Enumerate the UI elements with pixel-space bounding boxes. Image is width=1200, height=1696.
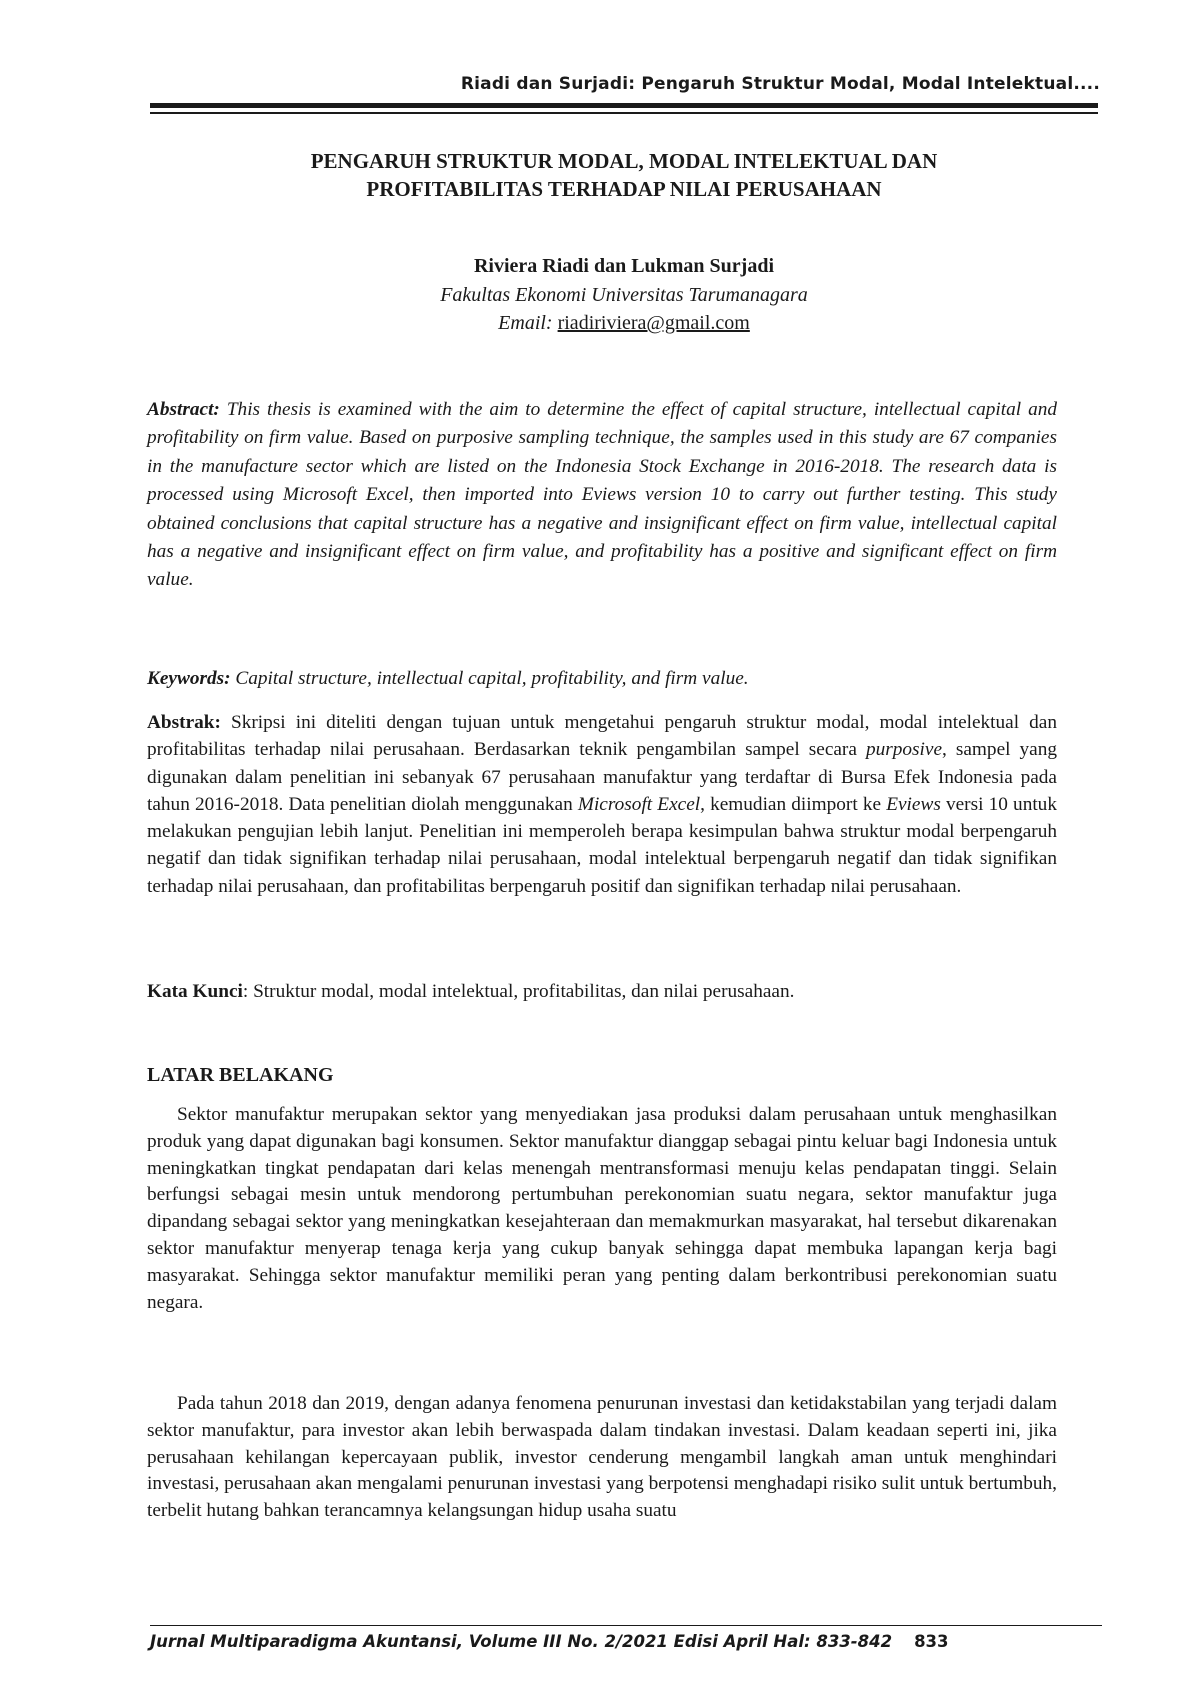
email-line — [150, 309, 1098, 337]
kata-kunci-label: Kata Kunci — [147, 981, 243, 1002]
footer-journal: Jurnal Multiparadigma Akuntansi, Volume III No. 2/2021 Edisi April Hal: 833-842 — [150, 1632, 893, 1651]
abstrak-italic-2: Microsoft Excel — [577, 793, 701, 815]
body-paragraph-1: Sektor manufaktur merupakan sektor yang menyediakan jasa produksi dalam perusahaan untuk menghasilkan produk yang dapat digunakan bagi konsumen. Sektor manufaktur dianggap sebagai pintu keluar bagi Indonesia untuk meningkatkan tingkat pendapatan dari kelas menengah mentransformasi menuju kelas pendapatan tinggi. Selain berfungsi sebagai mesin untuk mendorong pertumbuhan perekonomian suatu negara, sektor manufaktur juga dipandang sebagai sektor yang meningkatkan kesejahteraan dan memakmurkan masyarakat, hal tersebut dikarenakan sektor manufaktur menyerap tenaga kerja yang cukup banyak sehingga dapat membuka lapangan kerja bagi masyarakat. Sehingga sektor manufaktur memiliki peran yang penting dalam berkontribusi perekonomian suatu negara. — [147, 1104, 1057, 1313]
kata-kunci-text: : Struktur modal, modal intelektual, profitabilitas, dan nilai perusahaan. — [242, 981, 795, 1002]
abstract-text: This thesis is examined with the aim to determine the effect of capital structure, intellectual capital and profitability on firm value. Based on purposive sampling technique, the samples used in this study are 67 companies in the manufacture sector which are listed on the Indonesia Stock Exchange in 2016-2018. The research data is processed using Microsoft Excel, then imported into Eviews version 10 to carry out further testing. This study obtained conclusions that capital structure has a negative and insignificant effect on firm value, intellectual capital has a negative and insignificant effect on firm value, and profitability has a positive and significant effect on firm value. — [147, 399, 1057, 591]
abstrak-italic-1: purposive — [865, 739, 943, 761]
section-heading: LATAR BELAKANG — [147, 1064, 334, 1086]
header-rule-thick — [150, 103, 1098, 108]
abstrak-text-2: , sampel yang digunakan dalam penelitian ini sebanyak 67 perusahaan manufaktur yang terdaftar di Bursa Efek Indonesia pada tahun 2016-2018. Data penelitian diolah menggunakan — [147, 739, 1058, 815]
authors: Riviera Riadi dan Lukman Surjadi — [473, 255, 775, 277]
footer-rule — [150, 1625, 1102, 1626]
kata-kunci — [147, 978, 1057, 1006]
abstrak-text-1: Skripsi ini diteliti dengan tujuan untuk mengetahui pengaruh struktur modal, modal intelektual dan profitabilitas terhadap nilai perusahaan. Berdasarkan teknik pengambilan sampel secara — [147, 712, 1057, 761]
abstrak-italic-3: Eviews — [886, 793, 941, 815]
keywords — [147, 665, 1057, 693]
abstrak-label: Abstrak: — [147, 712, 221, 733]
footer — [150, 1632, 949, 1651]
email-link[interactable]: riadiriviera@gmail.com — [557, 312, 750, 334]
abstrak-indonesian — [147, 709, 1057, 900]
keywords-text: Capital structure, intellectual capital, profitability, and firm value. — [235, 668, 749, 689]
affiliation: Fakultas Ekonomi Universitas Tarumanagara — [440, 284, 808, 306]
abstrak-text-4: versi 10 untuk melakukan pengujian lebih lanjut. Penelitian ini memperoleh berapa kesimpulan bahwa struktur modal berpengaruh negatif dan tidak signifikan terhadap nilai perusahaan, modal intelektual berpengaruh negatif dan tidak signifikan terhadap nilai perusahaan, dan profitabilitas berpengaruh positif dan signifikan terhadap nilai perusahaan. — [147, 793, 1057, 897]
running-head: Riadi dan Surjadi: Pengaruh Struktur Modal, Modal Intelektual.... — [460, 74, 1100, 94]
page-number: 833 — [914, 1632, 949, 1651]
title-line-2: PROFITABILITAS TERHADAP NILAI PERUSAHAAN — [366, 177, 882, 201]
abstrak-text-3: , kemudian diimport ke — [700, 793, 882, 815]
body-paragraph-2: Pada tahun 2018 dan 2019, dengan adanya fenomena penurunan investasi dan ketidakstabilan yang terjadi dalam sektor manufaktur, para investor akan lebih berwaspada dalam tindakan investasi. Dalam keadaan seperti ini, jika perusahaan kehilangan kepercayaan publik, investor cenderung mengambil langkah aman untuk menghindari investasi, perusahaan akan mengalami penurunan investasi yang berpotensi menghadapi risiko sulit untuk bertumbuh, terbelit hutang bahkan terancamnya kelangsungan hidup usaha suatu — [147, 1393, 1057, 1522]
keywords-label: Keywords: — [147, 668, 231, 689]
abstract-label: Abstract: — [147, 399, 220, 420]
abstract-english — [147, 396, 1057, 595]
header-rule-thin — [150, 112, 1098, 114]
email-label: Email: — [498, 312, 553, 334]
paper-title — [150, 147, 1098, 203]
title-line-1: PENGARUH STRUKTUR MODAL, MODAL INTELEKTUAL DAN — [310, 149, 938, 173]
